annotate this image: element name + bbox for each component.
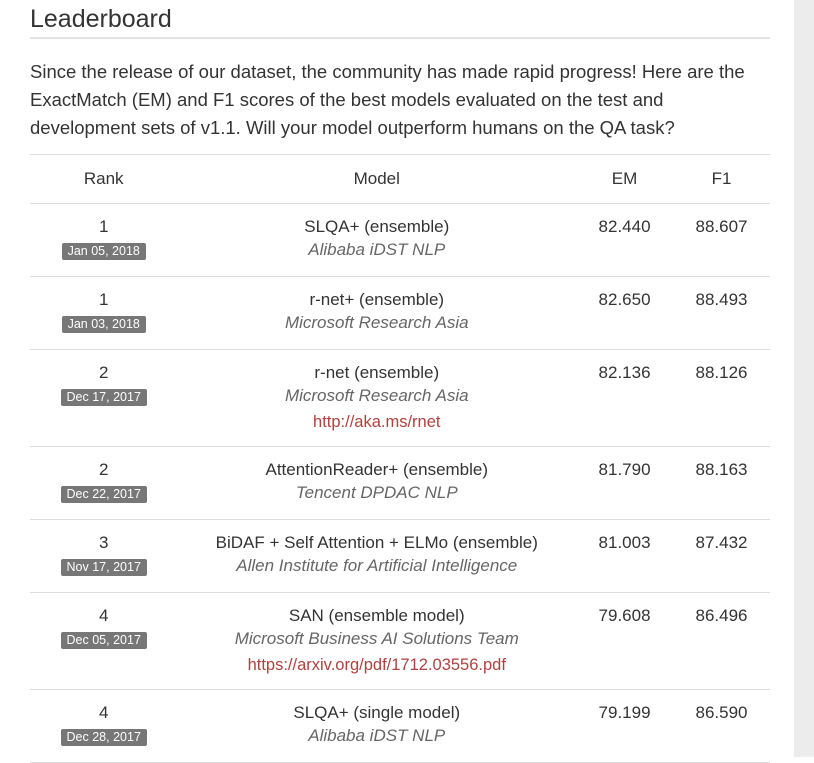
model-organization: Alibaba iDST NLP	[308, 240, 446, 259]
rank-number: 2	[98, 363, 109, 382]
rank-number: 1	[98, 290, 109, 309]
model-organization: Microsoft Research Asia	[284, 313, 469, 332]
model-organization: Microsoft Research Asia	[284, 386, 469, 405]
table-header-row	[30, 155, 770, 204]
model-name: r-net (ensemble)	[314, 363, 440, 382]
submission-date-badge: Jan 03, 2018	[62, 316, 146, 333]
f1-score: 86.590	[673, 690, 770, 763]
model-name: AttentionReader+ (ensemble)	[265, 460, 489, 479]
model-organization: Tencent DPDAC NLP	[295, 483, 458, 502]
em-score: 82.440	[576, 204, 673, 277]
leaderboard-table	[30, 154, 770, 763]
table-row	[30, 277, 770, 350]
f1-score: 88.607	[673, 204, 770, 277]
model-paper-link[interactable]: http://aka.ms/rnet	[313, 413, 441, 431]
f1-score: 87.432	[673, 520, 770, 593]
f1-score: 88.126	[673, 350, 770, 447]
header-em: EM	[576, 155, 673, 204]
submission-date-badge: Jan 05, 2018	[62, 243, 146, 260]
em-score: 81.790	[576, 447, 673, 520]
em-score: 79.199	[576, 690, 673, 763]
submission-date-badge: Nov 17, 2017	[61, 559, 147, 576]
rank-cell	[30, 593, 177, 690]
rank-cell	[30, 520, 177, 593]
rank-number: 1	[98, 217, 109, 236]
model-cell	[177, 447, 576, 520]
rank-cell	[30, 277, 177, 350]
model-name: BiDAF + Self Attention + ELMo (ensemble)	[215, 533, 538, 552]
header-f1: F1	[673, 155, 770, 204]
submission-date-badge: Dec 28, 2017	[61, 729, 147, 746]
em-score: 79.608	[576, 593, 673, 690]
model-name: r-net+ (ensemble)	[309, 290, 445, 309]
table-row	[30, 204, 770, 277]
table-row	[30, 350, 770, 447]
page-scrollbar[interactable]	[794, 0, 814, 757]
rank-cell	[30, 690, 177, 763]
em-score: 82.136	[576, 350, 673, 447]
model-cell	[177, 690, 576, 763]
model-paper-link[interactable]: https://arxiv.org/pdf/1712.03556.pdf	[247, 656, 506, 674]
f1-score: 86.496	[673, 593, 770, 690]
submission-date-badge: Dec 17, 2017	[61, 389, 147, 406]
header-rank: Rank	[30, 155, 177, 204]
rank-number: 4	[98, 606, 109, 625]
em-score: 82.650	[576, 277, 673, 350]
table-row	[30, 520, 770, 593]
model-name: SAN (ensemble model)	[288, 606, 465, 625]
intro-text: Since the release of our dataset, the community has made rapid progress! Here are the ExactMatch (EM) and F1 scores of the best models evaluated on the test and development sets of v1.1. Will your model outperform humans on the QA task?	[30, 61, 745, 138]
model-cell	[177, 350, 576, 447]
leaderboard-section	[30, 0, 770, 763]
submission-date-badge: Dec 05, 2017	[61, 632, 147, 649]
model-organization: Alibaba iDST NLP	[308, 726, 446, 745]
rank-cell	[30, 204, 177, 277]
submission-date-badge: Dec 22, 2017	[61, 486, 147, 503]
model-cell	[177, 204, 576, 277]
model-name: SLQA+ (single model)	[293, 703, 461, 722]
f1-score: 88.163	[673, 447, 770, 520]
model-cell	[177, 593, 576, 690]
em-score: 81.003	[576, 520, 673, 593]
model-organization: Microsoft Business AI Solutions Team	[234, 629, 519, 648]
model-cell	[177, 520, 576, 593]
rank-number: 2	[98, 460, 109, 479]
header-model: Model	[177, 155, 576, 204]
rank-number: 3	[98, 533, 109, 552]
model-organization: Allen Institute for Artificial Intelligence	[236, 556, 518, 575]
table-row	[30, 690, 770, 763]
rank-number: 4	[98, 703, 109, 722]
f1-score: 88.493	[673, 277, 770, 350]
table-row	[30, 447, 770, 520]
model-cell	[177, 277, 576, 350]
table-row	[30, 593, 770, 690]
page-title: Leaderboard	[30, 0, 770, 39]
model-name: SLQA+ (ensemble)	[304, 217, 450, 236]
rank-cell	[30, 350, 177, 447]
rank-cell	[30, 447, 177, 520]
